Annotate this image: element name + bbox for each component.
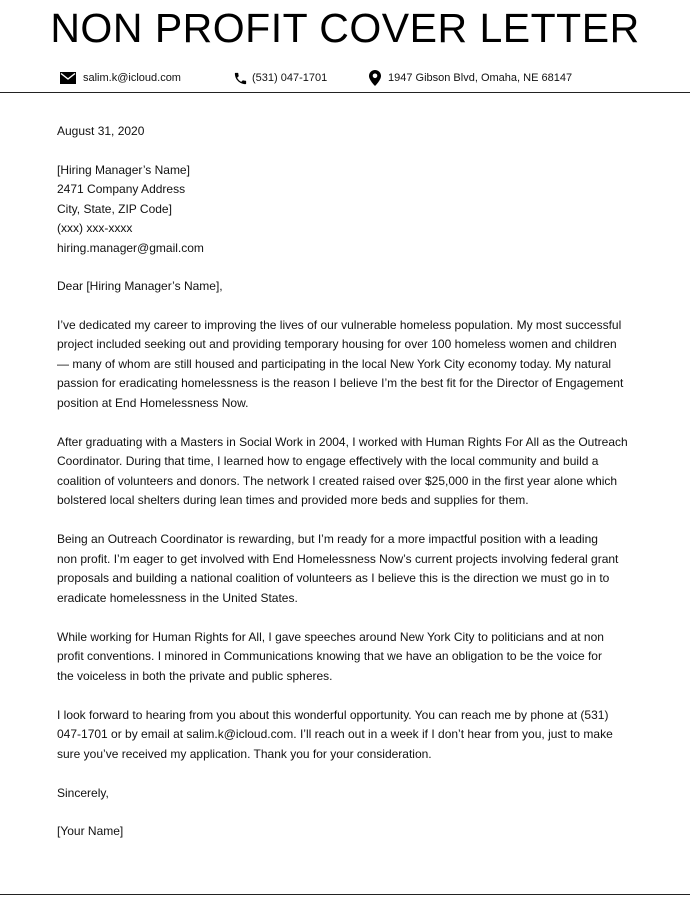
paragraph-line: coalition of volunteers and donors. The network I created raised over $25,000 in the first year alone which <box>57 473 618 488</box>
letter-date: August 31, 2020 <box>57 124 145 138</box>
body-paragraph-5 <box>57 706 647 765</box>
closing: Sincerely, <box>57 785 109 800</box>
paragraph-line: proposals and building a national coalition of volunteers as I believe this is the direction we must go in to <box>57 571 610 585</box>
paragraph-line: While working for Human Rights for All, I gave speeches around New York City to politicians and at non <box>57 629 604 644</box>
recipient-city: City, State, ZIP Code] <box>57 201 172 216</box>
recipient-email: hiring.manager@gmail.com <box>57 240 204 255</box>
contact-phone <box>233 66 327 90</box>
contact-email <box>60 66 181 90</box>
envelope-icon <box>60 72 76 84</box>
location-pin-icon <box>369 70 381 86</box>
body-paragraph-3 <box>57 530 647 608</box>
contact-address <box>369 66 572 90</box>
paragraph-line: eradicate homelessness in the United States. <box>57 590 298 605</box>
contact-address-text: 1947 Gibson Blvd, Omaha, NE 68147 <box>388 72 573 84</box>
paragraph-line: I’ve dedicated my career to improving the lives of our vulnerable homeless population. My most successful <box>57 317 622 332</box>
paragraph-line: 047-1701 or by email at salim.k@icloud.com. I’ll reach out in a week if I don’t hear from you, just to make <box>57 727 613 741</box>
recipient-name: [Hiring Manager’s Name] <box>57 162 190 177</box>
body-paragraph-1 <box>57 316 647 414</box>
header-divider <box>0 92 690 93</box>
letter-body <box>57 122 647 861</box>
paragraph-line: position at End Homelessness Now. <box>57 395 249 410</box>
signature: [Your Name] <box>57 824 124 838</box>
recipient-phone: (xxx) xxx-xxxx <box>57 221 133 235</box>
salutation: Dear [Hiring Manager’s Name], <box>57 279 223 293</box>
document-title: NON PROFIT COVER LETTER <box>50 5 640 51</box>
paragraph-line: — many of whom are still housed and participating in the local New York City economy today. My natural <box>57 356 612 371</box>
body-paragraph-4 <box>57 628 647 687</box>
paragraph-line: profit conventions. I minored in Communications knowing that we have an obligation to be the voice for <box>57 649 602 663</box>
footer-divider <box>0 894 690 895</box>
paragraph-line: After graduating with a Masters in Social Work in 2004, I worked with Human Rights For All as the Outreach <box>57 434 628 449</box>
paragraph-line: Coordinator. During that time, I learned how to engage effectively with the local community and build a <box>57 454 599 468</box>
paragraph-line: the voiceless in both the private and public spheres. <box>57 668 333 683</box>
paragraph-line: I look forward to hearing from you about this wonderful opportunity. You can reach me by phone at (531) <box>57 707 609 722</box>
recipient-address: 2471 Company Address <box>57 182 186 196</box>
paragraph-line: Being an Outreach Coordinator is rewarding, but I’m ready for a more impactful position with a leading <box>57 532 598 546</box>
recipient-block <box>57 161 647 259</box>
paragraph-line: project included seeking out and providing temporary housing for over 100 homeless women and children <box>57 337 617 351</box>
paragraph-line: bolstered local shelters during lean times and provided more beds and supplies for them. <box>57 493 529 507</box>
contact-bar <box>0 66 690 90</box>
paragraph-line: non profit. I’m eager to get involved with End Homelessness Now’s current projects involving federal grant <box>57 551 619 566</box>
contact-phone-text: (531) 047-1701 <box>252 72 328 84</box>
body-paragraph-2 <box>57 433 647 511</box>
paragraph-line: sure you’ve received my application. Thank you for your consideration. <box>57 746 432 761</box>
phone-icon <box>233 71 248 86</box>
paragraph-line: passion for eradicating homelessness is the reason I believe I’m the best fit for the Director of Engagement <box>57 376 624 390</box>
contact-email-text: salim.k@icloud.com <box>83 72 181 84</box>
